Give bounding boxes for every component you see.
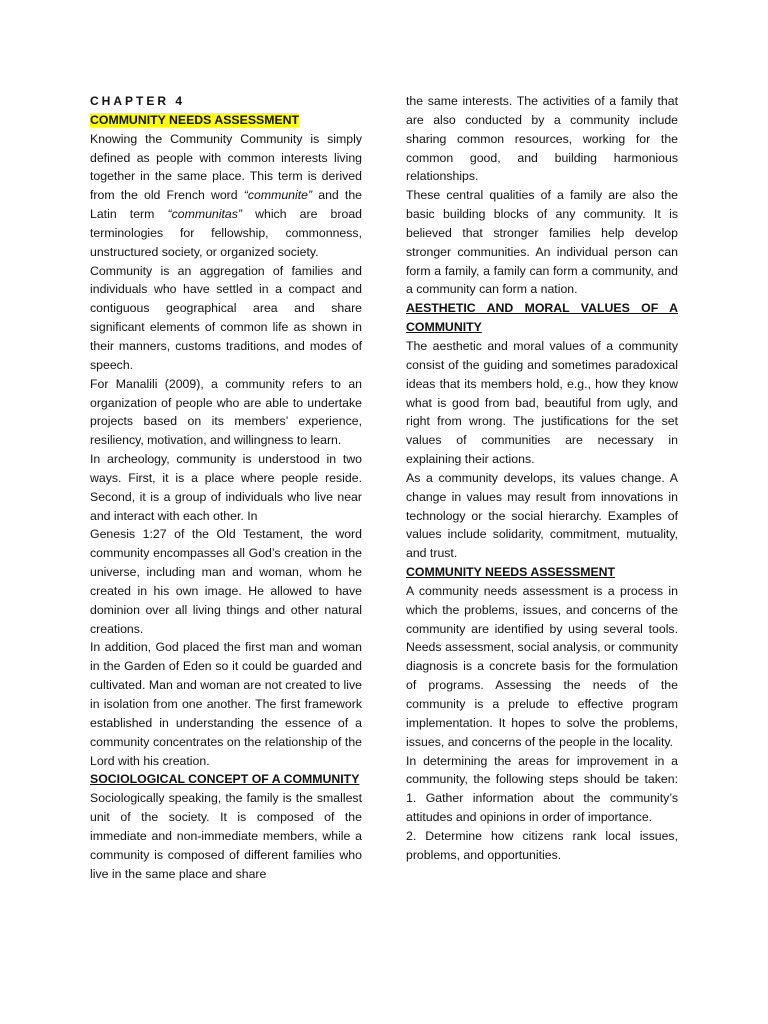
paragraph-text: Knowing the Community Community is simply defined as people with common interests living together in the same place. This term is derived from the old French word [90, 131, 362, 203]
paragraph-definition [90, 130, 362, 262]
paragraph-text: which are broad terminologies for fellowship, commonness, unstructured society, or organized society. [90, 207, 362, 259]
paragraph-sociological: Sociologically speaking, the family is the smallest unit of the society. It is composed of the immediate and non-immediate members, while a community is composed of different families who live in the same place and share [90, 791, 362, 881]
section-heading-values: AESTHETIC AND MORAL VALUES OF A COMMUNITY [406, 301, 678, 335]
term-communite: “communite” [243, 188, 313, 203]
term-communitas: “communitas” [167, 207, 242, 222]
paragraph-values-change: As a community develops, its values change. A change in values may result from innovations in technology or the social hierarchy. Examples of values include solidarity, commitment, mutuality, and trust. [406, 470, 678, 561]
paragraph-values: The aesthetic and moral values of a community consist of the guiding and sometimes paradoxical ideas that its members hold, e.g., how they know what is good from bad, beautiful from ugly, and right from wrong. The justifications for the set values of communities are necessary in explaining their actions. [406, 338, 678, 467]
paragraph-text: and the Latin term [90, 188, 362, 222]
paragraph-archeology: In archeology, community is understood in two ways. First, it is a place where people reside. Second, it is a group of individuals who live near and interact with each other. In [90, 452, 362, 523]
paragraph-step-2: 2. Determine how citizens rank local issues, problems, and opportunities. [406, 828, 678, 862]
section-heading-needs-assessment: COMMUNITY NEEDS ASSESSMENT [406, 565, 616, 580]
paragraph-steps: In determining the areas for improvement in a community, the following steps should be taken: 1. Gather information about the community’s attitudes and opinions in order of importance. [406, 753, 678, 825]
paragraph-manalili: For Manalili (2009), a community refers to an organization of people who are able to undertake projects based on its members’ experience, resiliency, motivation, and willingness to learn. [90, 376, 362, 448]
section-heading-sociological: SOCIOLOGICAL CONCEPT OF A COMMUNITY [90, 772, 360, 787]
paragraph-needs-assessment: A community needs assessment is a process in which the problems, issues, and concerns of the community are identified by using several tools. Needs assessment, social analysis, or community diagnosis is a concrete basis for the formulation of programs. Assessing the needs of the community is a prelude to effective program implementation. It hopes to solve the problems, issues, and concerns of the people in the locality. [406, 583, 678, 749]
paragraph-family-activities: the same interests. The activities of a family that are also conducted by a community include sharing common resources, working for the common good, and building harmonious relationships. [406, 94, 678, 184]
paragraph-building-blocks: These central qualities of a family are also the basic building blocks of any community. It is believed that stronger families help develop stronger communities. An individual person can form a family, a family can form a community, and a community can form a nation. [406, 188, 678, 297]
highlighted-heading: COMMUNITY NEEDS ASSESSMENT [90, 112, 300, 127]
right-column [406, 92, 678, 865]
section-heading-highlighted [90, 111, 362, 130]
left-column [90, 92, 362, 883]
paragraph-eden: In addition, God placed the first man and woman in the Garden of Eden so it could be guarded and cultivated. Man and woman are not created to live in isolation from one another. The first framework established in understanding the essence of a community concentrates on the relationship of the Lord with his creation. [90, 640, 362, 768]
chapter-label: CHAPTER 4 [90, 94, 186, 108]
paragraph-aggregation: Community is an aggregation of families and individuals who have settled in a compact and contiguous geographical area and share significant elements of common life as shown in their manners, customs traditions, and modes of speech. [90, 263, 362, 372]
paragraph-genesis: Genesis 1:27 of the Old Testament, the word community encompasses all God’s creation in the universe, including man and woman, whom he created in his own image. He allowed to have dominion over all living things and other natural creations. [90, 527, 362, 636]
